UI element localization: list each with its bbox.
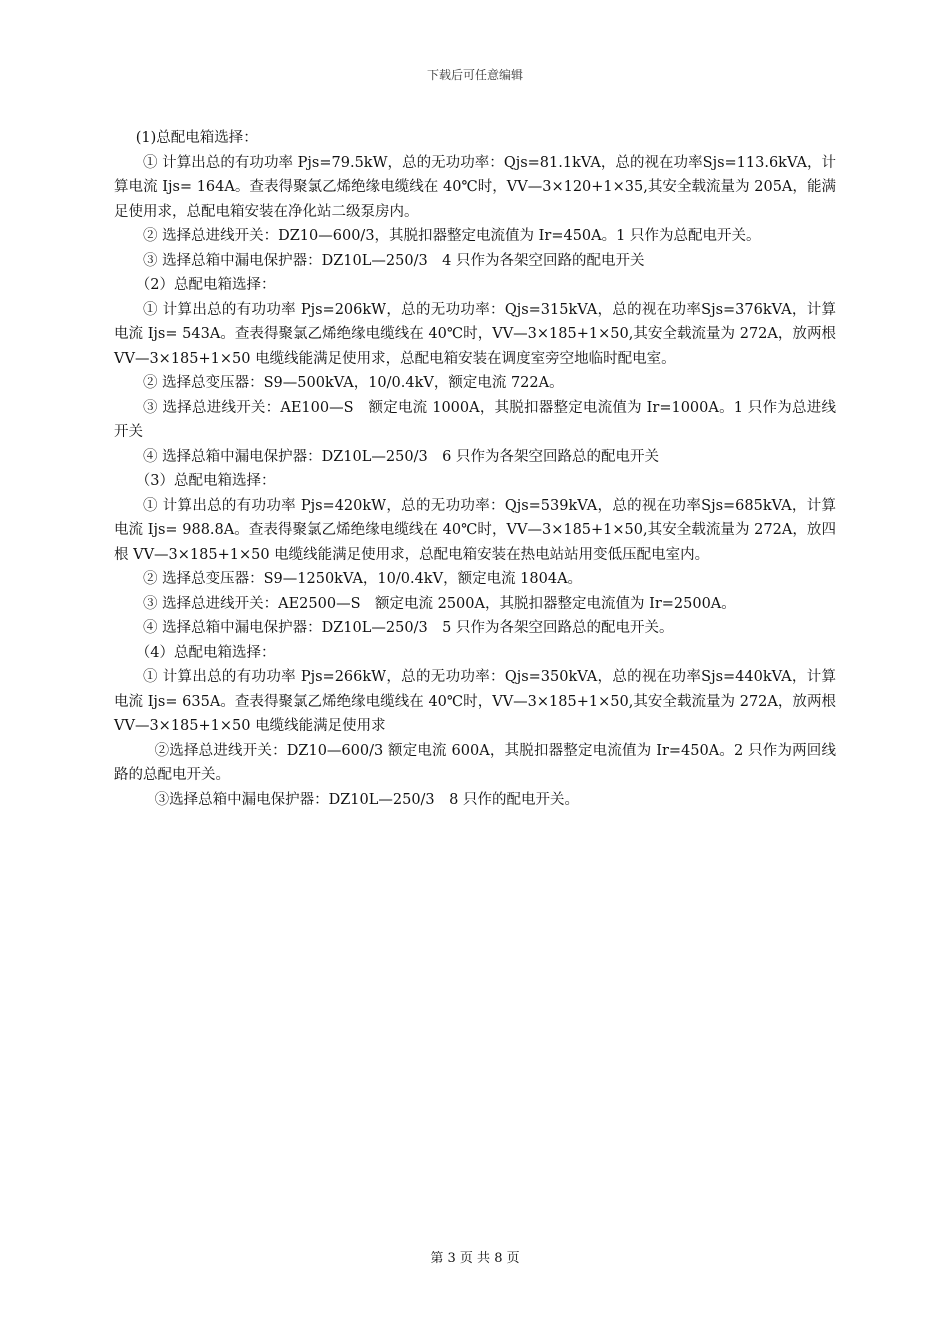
- paragraph: ① 计算出总的有功功率 Pjs=420kW，总的无功功率：Qjs=539kVA，总的视在功率Sjs=685kVA，计算电流 Ijs= 988.8A。查表得聚氯乙烯绝缘电缆线在 40℃时，VV—3×185+1×50,其安全载流量为 272A，放四根 VV—3×185+1×50 电缆线能满足使用求，总配电箱安装在热电站站用变低压配电室内。: [114, 497, 836, 563]
- paragraph: ④ 选择总箱中漏电保护器：DZ10L—250/3 5 只作为各架空回路总的配电开关。: [143, 620, 674, 636]
- paragraph: ② 选择总变压器：S9—1250kVA，10/0.4kV，额定电流 1804A。: [143, 571, 583, 587]
- paragraph: ③ 选择总箱中漏电保护器：DZ10L—250/3 4 只作为各架空回路的配电开关: [143, 252, 645, 269]
- section-heading-2: （2）总配电箱选择：: [135, 277, 276, 293]
- paragraph: ④ 选择总箱中漏电保护器：DZ10L—250/3 6 只作为各架空回路总的配电开关: [143, 448, 660, 465]
- paragraph: ③ 选择总进线开关：AE100—S 额定电流 1000A，其脱扣器整定电流值为 Ir=1000A。1 只作为总进线开关: [114, 399, 836, 440]
- paragraph: ② 选择总进线开关：DZ10—600/3，其脱扣器整定电流值为 Ir=450A。1 只作为总配电开关。: [143, 228, 761, 244]
- paragraph: ① 计算出总的有功功率 Pjs=206kW，总的无功功率：Qjs=315kVA，总的视在功率Sjs=376kVA，计算电流 Ijs= 543A。查表得聚氯乙烯绝缘电缆线在 40℃时，VV—3×185+1×50,其安全载流量为 272A，放两根 VV—3×185+1×50 电缆线能满足使用求，总配电箱安装在调度室旁空地临时配电室。: [114, 301, 836, 367]
- paragraph: ③ 选择总进线开关：AE2500—S 额定电流 2500A，其脱扣器整定电流值为 Ir=2500A。: [143, 595, 736, 612]
- paragraph: ②选择总进线开关：DZ10—600/3 额定电流 600A，其脱扣器整定电流值为 Ir=450A。2 只作为两回线路的总配电开关。: [114, 742, 836, 783]
- section-heading-4: （4）总配电箱选择：: [135, 644, 276, 661]
- page-number: 第 3 页 共 8 页: [430, 1251, 520, 1266]
- paragraph: ③选择总箱中漏电保护器：DZ10L—250/3 8 只作的配电开关。: [154, 791, 579, 808]
- page-header: 下载后可任意编辑: [426, 68, 523, 82]
- paragraph: ① 计算出总的有功功率 Pjs=266kW，总的无功功率：Qjs=350kVA，总的视在功率Sjs=440kVA，计算电流 Ijs= 635A。查表得聚氯乙烯绝缘电缆线在 40℃时，VV—3×185+1×50,其安全载流量为 272A，放两根 VV—3×185+1×50 电缆线能满足使用求: [114, 669, 836, 734]
- section-heading-3: （3）总配电箱选择：: [135, 473, 276, 489]
- paragraph: ① 计算出总的有功功率 Pjs=79.5kW，总的无功功率：Qjs=81.1kVA，总的视在功率Sjs=113.6kVA，计算电流 Ijs= 164A。查表得聚氯乙烯绝缘电缆线在 40℃时，VV—3×120+1×35,其安全载流量为 205A，能满足使用求，总配电箱安装在净化站二级泵房内。: [114, 154, 836, 220]
- section-heading-1: (1)总配电箱选择：: [135, 130, 258, 146]
- document-body: [114, 126, 836, 812]
- paragraph: ② 选择总变压器：S9—500kVA，10/0.4kV，额定电流 722A。: [143, 375, 564, 391]
